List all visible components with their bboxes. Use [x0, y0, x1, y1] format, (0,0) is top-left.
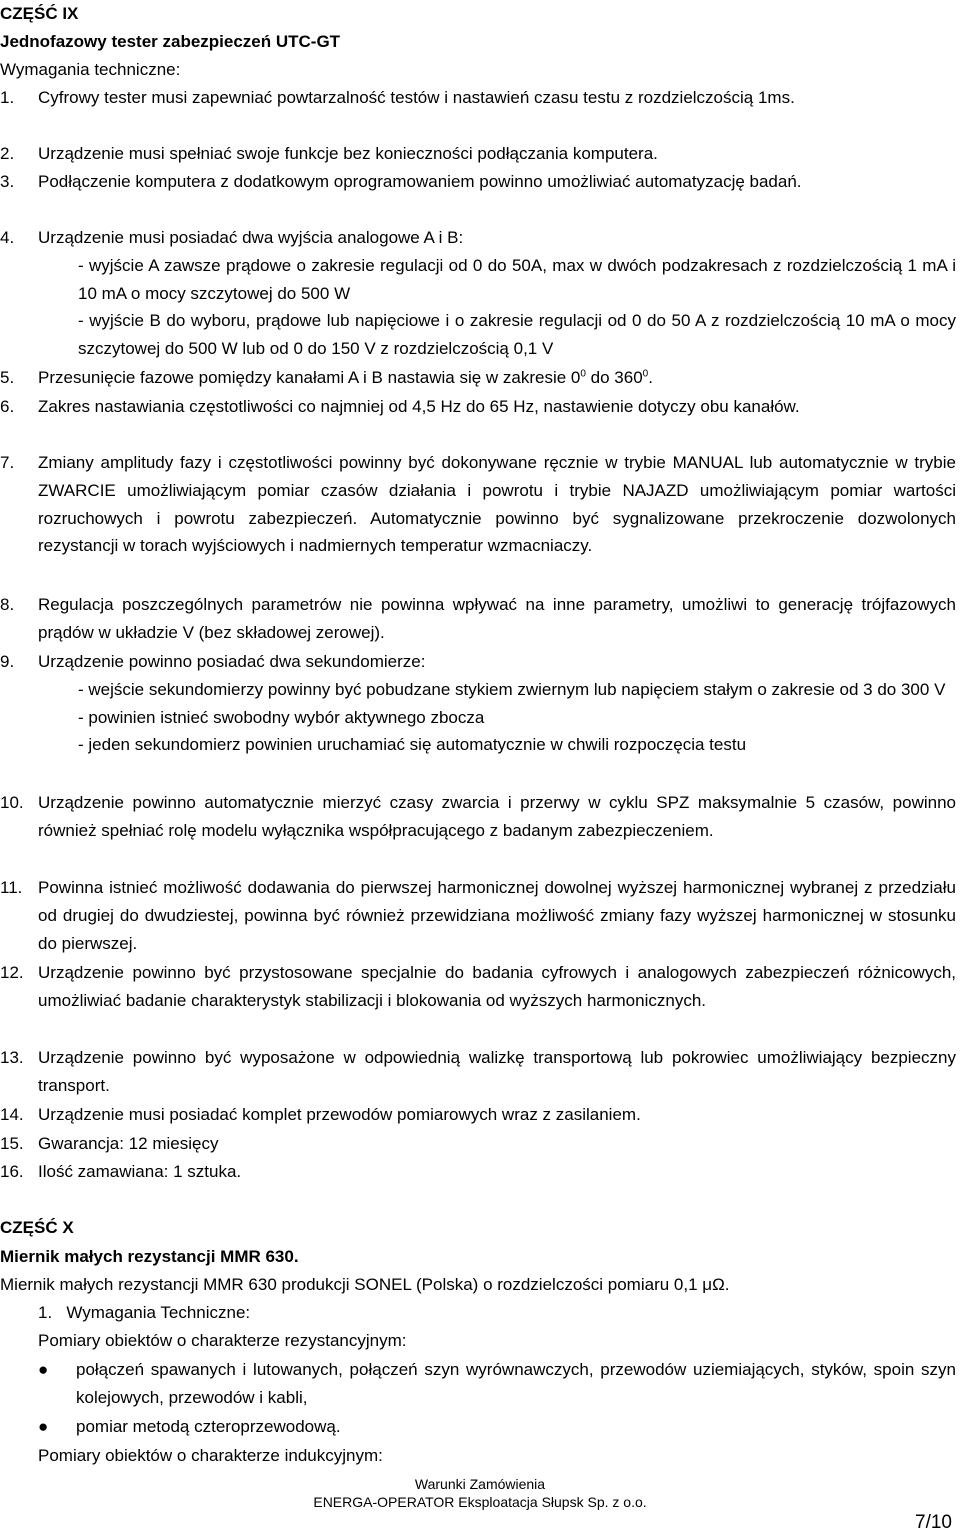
item-number: 6. — [0, 397, 15, 416]
item-number: 3. — [0, 172, 15, 191]
item-number: 4. — [0, 228, 15, 247]
inductive-label: Pomiary obiektów o charakterze indukcyjnym: — [38, 1446, 383, 1465]
item-text: Urządzenie powinno automatycznie mierzyć czasy zwarcia i przerwy w cyklu SPZ maksymalnie 5 czasów, powinno również spełniać rolę modelu wyłącznika współpracującego z badanym zabezpieczeniem. — [38, 793, 956, 840]
item-text: Urządzenie musi posiadać komplet przewodów pomiarowych wraz z zasilaniem. — [38, 1105, 641, 1124]
resistive-label: Pomiary obiektów o charakterze rezystancyjnym: — [38, 1331, 407, 1350]
item-text: Ilość zamawiana: 1 sztuka. — [38, 1162, 242, 1181]
page-number: 7/10 — [915, 1512, 952, 1533]
sub-item: - wyjście B do wyboru, prądowe lub napięciowe i o zakresie regulacji od 0 do 50 A z rozdzielczością 10 mA o mocy szczytowej do 500 W lub od 0 do 150 V z rozdzielczością 0,1 V — [78, 311, 956, 359]
section10-intro: Miernik małych rezystancji MMR 630 produkcji SONEL (Polska) o rozdzielczości pomiaru 0,1 μΩ. — [0, 1275, 730, 1294]
section10-title: Miernik małych rezystancji MMR 630. — [0, 1247, 299, 1266]
item-number: 10. — [0, 793, 24, 812]
item-text: Urządzenie powinno być przystosowane specjalnie do badania cyfrowych i analogowych zabezpieczeń różnicowych, umożliwiać badanie charakterystyk stabilizacji i blokowania od wyższych harmonicznych. — [38, 963, 956, 1010]
sub-item: - wyjście A zawsze prądowe o zakresie regulacji od 0 do 50A, max w dwóch podzakresach z rozdzielczością 1 mA i 10 mA o mocy szczytowej do 500 W — [78, 255, 956, 303]
item-text: Zmiany amplitudy fazy i częstotliwości powinny być dokonywane ręcznie w trybie MANUAL lub automatycznie w trybie ZWARCIE umożliwiającym pomiar czasów działania i powrotu i trybie NAJAZD umożliwiającym pomiar wartości rozruchowych i powrotu zabezpieczeń. Automatycznie powinno być sygnalizowane przekroczenie dozwolonych rezystancji w torach wyjściowych i nadmiernych temperatur wzmacniaczy. — [38, 453, 956, 556]
item-text — [38, 648, 956, 759]
item-number: 15. — [0, 1134, 24, 1153]
item-number: 1. — [0, 88, 15, 107]
item-number: 7. — [0, 453, 15, 472]
item-number: 5. — [0, 368, 15, 387]
section9-subtitle: Wymagania techniczne: — [0, 60, 181, 79]
item-number: 2. — [0, 144, 15, 163]
item-text: Powinna istnieć możliwość dodawania do pierwszej harmonicznej dowolnej wyższej harmonicznej wybranej z przedziału od drugiej do dwudziestej, powinna być również przewidziana możliwość zmiany fazy wyższej harmonicznej w stosunku do pierwszej. — [38, 878, 956, 953]
bullet-text: pomiar metodą czteroprzewodową. — [76, 1417, 341, 1436]
sub-item: - powinien istnieć swobodny wybór aktywnego zbocza — [78, 707, 485, 727]
item-number: 11. — [0, 878, 23, 897]
item-lead: Urządzenie musi posiadać dwa wyjścia analogowe A i B: — [38, 228, 464, 247]
item-text: Urządzenie musi spełniać swoje funkcje bez konieczności podłączania komputera. — [38, 144, 658, 163]
item-text: Urządzenie powinno być wyposażone w odpowiednią walizkę transportową lub pokrowiec umożliwiający bezpieczny transport. — [38, 1048, 956, 1095]
item-text: Gwarancja: 12 miesięcy — [38, 1134, 219, 1153]
item-number: 13. — [0, 1048, 24, 1067]
item-number: 12. — [0, 963, 24, 982]
item-text: Zakres nastawiania częstotliwości co najmniej od 4,5 Hz do 65 Hz, nastawienie dotyczy obu kanałów. — [38, 397, 800, 416]
bullet-text: połączeń spawanych i lutowanych, połączeń szyn wyrównawczych, przewodów uziemiających, styków, spoin szyn kolejowych, przewodów i kabli, — [76, 1360, 956, 1407]
item-number: 8. — [0, 595, 15, 614]
item-number: 14. — [0, 1105, 24, 1124]
bullet-icon: ● — [38, 1360, 49, 1379]
requirements-heading: 1. Wymagania Techniczne: — [38, 1303, 251, 1322]
section9-title: Jednofazowy tester zabezpieczeń UTC-GT — [0, 32, 341, 51]
footer-company: ENERGA-OPERATOR Eksploatacja Słupsk Sp. z o.o. — [313, 1494, 647, 1510]
item-text: Podłączenie komputera z dodatkowym oprogramowaniem powinno umożliwiać automatyzację badań. — [38, 172, 802, 191]
item-number: 16. — [0, 1162, 24, 1181]
section10-heading: CZĘŚĆ X — [0, 1218, 74, 1237]
footer-title: Warunki Zamówienia — [414, 1476, 546, 1492]
section9-heading: CZĘŚĆ IX — [0, 4, 79, 23]
item-lead: Urządzenie powinno posiadać dwa sekundomierze: — [38, 652, 426, 671]
item-text: Regulacja poszczególnych parametrów nie powinna wpływać na inne parametry, umożliwi to generację trójfazowych prądów w układzie V (bez składowej zerowej). — [38, 595, 956, 642]
bullet-icon: ● — [38, 1417, 49, 1436]
sub-item: - wejście sekundomierzy powinny być pobudzane stykiem zwiernym lub napięciem stałym o zakresie od 3 do 300 V — [78, 679, 946, 699]
item-text — [38, 224, 956, 363]
item-number: 9. — [0, 652, 15, 671]
sub-item: - jeden sekundomierz powinien uruchamiać się automatycznie w chwili rozpoczęcia testu — [78, 735, 747, 755]
item-text: Cyfrowy tester musi zapewniać powtarzalność testów i nastawień czasu testu z rozdzielczością 1ms. — [38, 88, 795, 107]
item-text: Przesunięcie fazowe pomiędzy kanałami A i B nastawia się w zakresie $0^0$ do $360^0$. — [38, 368, 653, 387]
